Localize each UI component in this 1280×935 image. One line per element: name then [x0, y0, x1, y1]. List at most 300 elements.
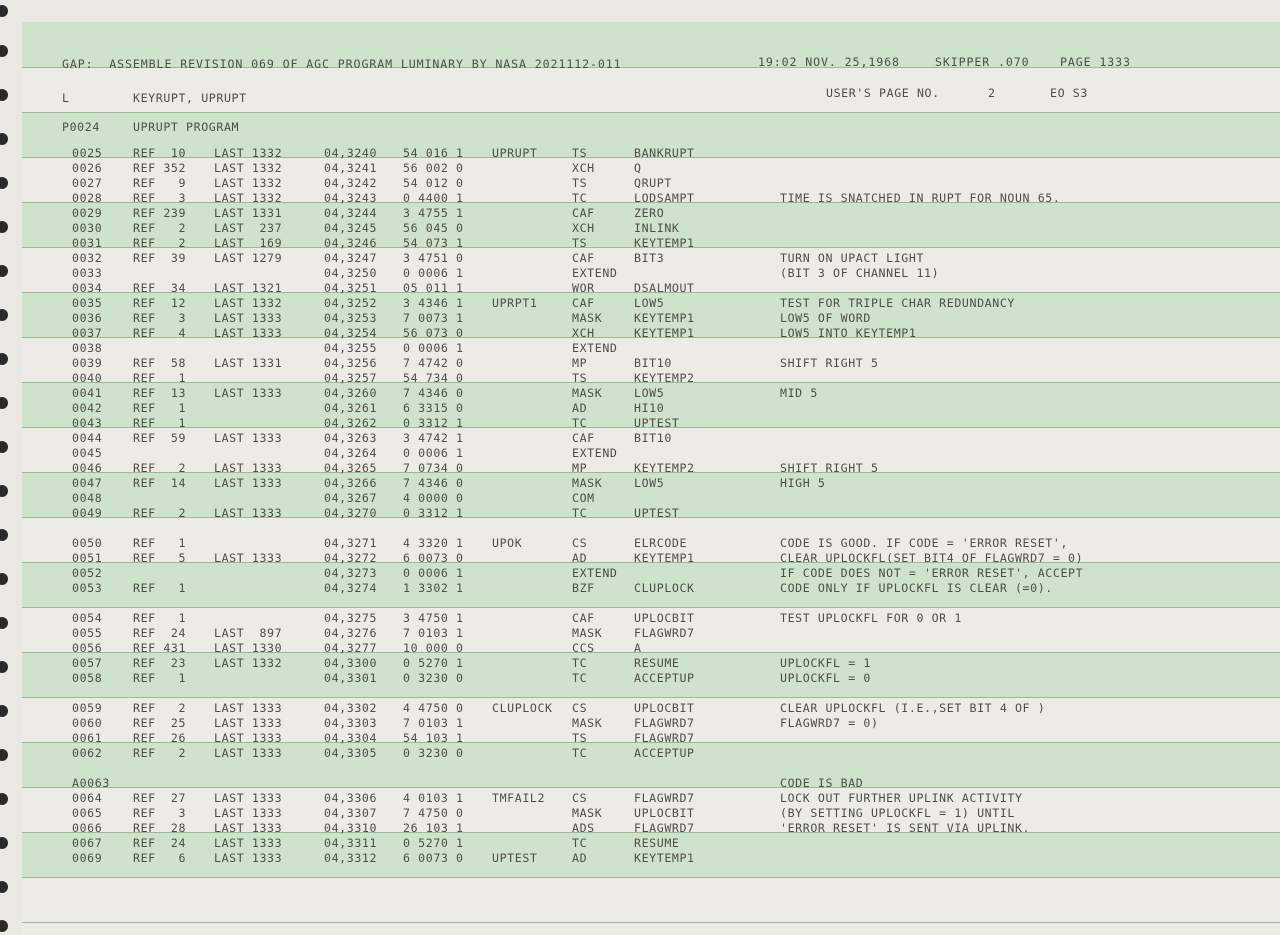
- line-number: 0062: [72, 746, 103, 760]
- symbol-label: UPRPT1: [492, 296, 538, 310]
- comment: (BY SETTING UPLOCKFL = 1) UNTIL: [780, 806, 1015, 820]
- comment: CODE IS GOOD. IF CODE = 'ERROR RESET',: [780, 536, 1069, 550]
- page-number: PAGE 1333: [1060, 55, 1131, 69]
- octal-code: 56 045 0: [403, 221, 464, 235]
- ref-count: REF 3: [133, 806, 187, 820]
- line-number: 0052: [72, 566, 103, 580]
- rule-line: [22, 922, 1280, 923]
- operand: BIT3: [634, 251, 665, 265]
- octal-code: 7 0073 1: [403, 311, 464, 325]
- opcode: TS: [572, 176, 588, 190]
- octal-code: 0 5270 1: [403, 656, 464, 670]
- operand: LOW5: [634, 296, 665, 310]
- feed-hole: [0, 265, 8, 277]
- address: 04,3247: [324, 251, 378, 265]
- address: 04,3264: [324, 446, 378, 460]
- ref-count: REF 2: [133, 221, 187, 235]
- octal-code: 3 4755 1: [403, 206, 464, 220]
- address: 04,3305: [324, 746, 378, 760]
- opcode: TC: [572, 746, 588, 760]
- feed-hole: [0, 529, 8, 541]
- operand: FLAGWRD7: [634, 791, 695, 805]
- octal-code: 7 0734 0: [403, 461, 464, 475]
- operand: QRUPT: [634, 176, 672, 190]
- symbol-label: TMFAIL2: [492, 791, 546, 805]
- address: 04,3310: [324, 821, 378, 835]
- operand: KEYTEMP1: [634, 851, 695, 865]
- last-page: LAST 1333: [214, 821, 283, 835]
- ref-count: REF 6: [133, 851, 187, 865]
- operand: UPLOCBIT: [634, 611, 695, 625]
- feed-hole: [0, 353, 8, 365]
- opcode: AD: [572, 551, 588, 565]
- octal-code: 56 002 0: [403, 161, 464, 175]
- last-page: LAST 1333: [214, 851, 283, 865]
- symbol-label: UPRUPT: [492, 146, 538, 160]
- line-number: 0048: [72, 491, 103, 505]
- opcode: CCS: [572, 641, 595, 655]
- last-page: LAST 1333: [214, 476, 283, 490]
- line-number: 0047: [72, 476, 103, 490]
- address: 04,3243: [324, 191, 378, 205]
- line-number: 0038: [72, 341, 103, 355]
- address: 04,3300: [324, 656, 378, 670]
- feed-hole: [0, 837, 8, 849]
- opcode: XCH: [572, 161, 595, 175]
- line-number: 0061: [72, 731, 103, 745]
- ref-count: REF 13: [133, 386, 187, 400]
- address: 04,3271: [324, 536, 378, 550]
- address: 04,3303: [324, 716, 378, 730]
- octal-code: 0 0006 1: [403, 566, 464, 580]
- line-number: 0029: [72, 206, 103, 220]
- comment: TEST FOR TRIPLE CHAR REDUNDANCY: [780, 296, 1015, 310]
- octal-code: 0 3312 1: [403, 416, 464, 430]
- octal-code: 0 3230 0: [403, 746, 464, 760]
- address: 04,3276: [324, 626, 378, 640]
- operand: FLAGWRD7: [634, 716, 695, 730]
- last-page: LAST 1333: [214, 791, 283, 805]
- operand: LODSAMPT: [634, 191, 695, 205]
- comment: CODE ONLY IF UPLOCKFL IS CLEAR (=0).: [780, 581, 1053, 595]
- octal-code: 7 4750 0: [403, 806, 464, 820]
- comment: (BIT 3 OF CHANNEL 11): [780, 266, 940, 280]
- address: 04,3251: [324, 281, 378, 295]
- opcode: COM: [572, 491, 595, 505]
- line-number: 0037: [72, 326, 103, 340]
- line-number: 0067: [72, 836, 103, 850]
- operand: KEYTEMP1: [634, 326, 695, 340]
- comment: UPLOCKFL = 1: [780, 656, 871, 670]
- address: 04,3246: [324, 236, 378, 250]
- opcode: AD: [572, 401, 588, 415]
- opcode: EXTEND: [572, 266, 618, 280]
- symbol-label: CLUPLOCK: [492, 701, 553, 715]
- ref-count: REF 23: [133, 656, 187, 670]
- opcode: CS: [572, 701, 588, 715]
- opcode: TC: [572, 656, 588, 670]
- opcode: CAF: [572, 431, 595, 445]
- octal-code: 7 4346 0: [403, 476, 464, 490]
- octal-code: 7 4742 0: [403, 356, 464, 370]
- line-number: 0057: [72, 656, 103, 670]
- opcode: EXTEND: [572, 341, 618, 355]
- line-number: 0044: [72, 431, 103, 445]
- line-number: 0034: [72, 281, 103, 295]
- rule-line: [22, 652, 1280, 653]
- octal-code: 26 103 1: [403, 821, 464, 835]
- opcode: TS: [572, 146, 588, 160]
- comment: 'ERROR RESET' IS SENT VIA UPLINK.: [780, 821, 1031, 835]
- ref-count: REF 34: [133, 281, 187, 295]
- octal-code: 1 3302 1: [403, 581, 464, 595]
- last-page: LAST 1330: [214, 641, 283, 655]
- line-number: 0058: [72, 671, 103, 685]
- last-page: LAST 1333: [214, 731, 283, 745]
- comment: LOCK OUT FURTHER UPLINK ACTIVITY: [780, 791, 1023, 805]
- octal-code: 54 103 1: [403, 731, 464, 745]
- address: 04,3260: [324, 386, 378, 400]
- opcode: MP: [572, 356, 588, 370]
- last-page: LAST 1332: [214, 146, 283, 160]
- opcode: TC: [572, 191, 588, 205]
- address: 04,3250: [324, 266, 378, 280]
- line-number: 0035: [72, 296, 103, 310]
- ref-count: REF 1: [133, 611, 187, 625]
- ref-count: REF 4: [133, 326, 187, 340]
- operand: DSALMOUT: [634, 281, 695, 295]
- opcode: TS: [572, 371, 588, 385]
- operand: CLUPLOCK: [634, 581, 695, 595]
- program-name: UPRUPT PROGRAM: [133, 120, 240, 134]
- line-number: 0041: [72, 386, 103, 400]
- opcode: MP: [572, 461, 588, 475]
- last-page: LAST 1333: [214, 746, 283, 760]
- ref-count: REF 431: [133, 641, 187, 655]
- ref-count: REF 58: [133, 356, 187, 370]
- ref-count: REF 3: [133, 311, 187, 325]
- address: 04,3302: [324, 701, 378, 715]
- line-number: 0026: [72, 161, 103, 175]
- opcode: CS: [572, 536, 588, 550]
- comment: IF CODE DOES NOT = 'ERROR RESET', ACCEPT: [780, 566, 1084, 580]
- address: 04,3277: [324, 641, 378, 655]
- line-number: 0030: [72, 221, 103, 235]
- operand: UPLOCBIT: [634, 701, 695, 715]
- ref-count: REF 1: [133, 536, 187, 550]
- last-page: LAST 1333: [214, 311, 283, 325]
- last-page: LAST 1333: [214, 716, 283, 730]
- feed-hole: [0, 221, 8, 233]
- feed-hole: [0, 45, 8, 57]
- eo-code: EO S3: [1050, 86, 1088, 100]
- operand: ACCEPTUP: [634, 671, 695, 685]
- skipper-version: SKIPPER .070: [935, 55, 1030, 69]
- opcode: BZF: [572, 581, 595, 595]
- line-number: 0065: [72, 806, 103, 820]
- address: 04,3253: [324, 311, 378, 325]
- address: 04,3263: [324, 431, 378, 445]
- octal-code: 6 0073 0: [403, 551, 464, 565]
- line-number: 0051: [72, 551, 103, 565]
- address: 04,3261: [324, 401, 378, 415]
- address: 04,3240: [324, 146, 378, 160]
- comment: SHIFT RIGHT 5: [780, 461, 879, 475]
- ref-count: REF 24: [133, 626, 187, 640]
- operand: FLAGWRD7: [634, 731, 695, 745]
- operand: KEYTEMP1: [634, 236, 695, 250]
- opcode: MASK: [572, 806, 603, 820]
- opcode: AD: [572, 851, 588, 865]
- last-page: LAST 1332: [214, 176, 283, 190]
- octal-code: 56 073 0: [403, 326, 464, 340]
- ref-count: REF 26: [133, 731, 187, 745]
- line-number: 0056: [72, 641, 103, 655]
- address: 04,3270: [324, 506, 378, 520]
- line-number: 0053: [72, 581, 103, 595]
- octal-code: 3 4751 0: [403, 251, 464, 265]
- address: 04,3262: [324, 416, 378, 430]
- rule-line: [22, 112, 1280, 113]
- address: 04,3265: [324, 461, 378, 475]
- address: 04,3256: [324, 356, 378, 370]
- octal-code: 4 0103 1: [403, 791, 464, 805]
- ref-count: REF 39: [133, 251, 187, 265]
- operand: RESUME: [634, 836, 680, 850]
- octal-code: 0 5270 1: [403, 836, 464, 850]
- feed-hole: [0, 749, 8, 761]
- opcode: MASK: [572, 386, 603, 400]
- ref-count: REF 1: [133, 581, 187, 595]
- line-number: 0050: [72, 536, 103, 550]
- ref-count: REF 27: [133, 791, 187, 805]
- ref-count: REF 239: [133, 206, 187, 220]
- octal-code: 0 0006 1: [403, 266, 464, 280]
- address: 04,3272: [324, 551, 378, 565]
- opcode: XCH: [572, 221, 595, 235]
- operand: RESUME: [634, 656, 680, 670]
- octal-code: 54 073 1: [403, 236, 464, 250]
- feed-hole: [0, 89, 8, 101]
- operand: Q: [634, 161, 642, 175]
- listing-timestamp: 19:02 NOV. 25,1968: [758, 55, 900, 69]
- ref-count: REF 24: [133, 836, 187, 850]
- last-page: LAST 1333: [214, 701, 283, 715]
- feed-hole: [0, 309, 8, 321]
- last-page: LAST 237: [214, 221, 283, 235]
- operand: UPTEST: [634, 416, 680, 430]
- last-page: LAST 1279: [214, 251, 283, 265]
- last-page: LAST 1333: [214, 431, 283, 445]
- address: 04,3312: [324, 851, 378, 865]
- operand: FLAGWRD7: [634, 626, 695, 640]
- feed-hole: [0, 793, 8, 805]
- last-page: LAST 1332: [214, 191, 283, 205]
- operand: A: [634, 641, 642, 655]
- ref-count: REF 25: [133, 716, 187, 730]
- address: 04,3267: [324, 491, 378, 505]
- last-page: LAST 1331: [214, 206, 283, 220]
- operand: HI10: [634, 401, 665, 415]
- comment: FLAGWRD7 = 0): [780, 716, 879, 730]
- feed-hole: [0, 661, 8, 673]
- symbol-label: UPOK: [492, 536, 523, 550]
- operand: ACCEPTUP: [634, 746, 695, 760]
- operand: ZERO: [634, 206, 665, 220]
- opcode: CAF: [572, 251, 595, 265]
- operand: KEYTEMP2: [634, 461, 695, 475]
- tractor-feed-holes: [0, 0, 14, 935]
- listing-title: GAP: ASSEMBLE REVISION 069 OF AGC PROGRAM LUMINARY BY NASA 2021112-011: [62, 57, 622, 71]
- address: 04,3266: [324, 476, 378, 490]
- comment: UPLOCKFL = 0: [780, 671, 871, 685]
- feed-hole: [0, 5, 8, 17]
- operand: BIT10: [634, 431, 672, 445]
- address: 04,3301: [324, 671, 378, 685]
- ref-count: REF 2: [133, 236, 187, 250]
- line-number: 0054: [72, 611, 103, 625]
- comment: LOW5 INTO KEYTEMP1: [780, 326, 917, 340]
- last-page: LAST 1332: [214, 296, 283, 310]
- section-title: KEYRUPT, UPRUPT: [133, 91, 247, 105]
- line-number: 0031: [72, 236, 103, 250]
- rule-line: [22, 787, 1280, 788]
- rule-line: [22, 607, 1280, 608]
- opcode: WOR: [572, 281, 595, 295]
- octal-code: 7 0103 1: [403, 626, 464, 640]
- operand: UPTEST: [634, 506, 680, 520]
- octal-code: 3 4750 1: [403, 611, 464, 625]
- line-number: 0069: [72, 851, 103, 865]
- ref-count: REF 59: [133, 431, 187, 445]
- ref-count: REF 9: [133, 176, 187, 190]
- opcode: MASK: [572, 311, 603, 325]
- opcode: MASK: [572, 626, 603, 640]
- feed-hole: [0, 617, 8, 629]
- feed-hole: [0, 573, 8, 585]
- opcode: CAF: [572, 611, 595, 625]
- comment: TURN ON UPACT LIGHT: [780, 251, 925, 265]
- last-page: LAST 1333: [214, 461, 283, 475]
- line-number: 0043: [72, 416, 103, 430]
- address: 04,3254: [324, 326, 378, 340]
- line-number: 0060: [72, 716, 103, 730]
- last-page: LAST 1321: [214, 281, 283, 295]
- feed-hole: [0, 397, 8, 409]
- line-number: 0033: [72, 266, 103, 280]
- address: 04,3242: [324, 176, 378, 190]
- feed-hole: [0, 133, 8, 145]
- users-page-number: 2: [988, 86, 996, 100]
- line-number: 0028: [72, 191, 103, 205]
- last-page: LAST 169: [214, 236, 283, 250]
- ref-count: REF 28: [133, 821, 187, 835]
- line-number: 0032: [72, 251, 103, 265]
- octal-code: 0 4400 1: [403, 191, 464, 205]
- line-number: 0066: [72, 821, 103, 835]
- comment: MID 5: [780, 386, 818, 400]
- octal-code: 4 3320 1: [403, 536, 464, 550]
- line-number: A0063: [72, 776, 110, 790]
- opcode: CAF: [572, 296, 595, 310]
- comment: HIGH 5: [780, 476, 826, 490]
- rule-line: [22, 697, 1280, 698]
- operand: BIT10: [634, 356, 672, 370]
- ref-count: REF 2: [133, 701, 187, 715]
- operand: KEYTEMP1: [634, 311, 695, 325]
- octal-code: 6 3315 0: [403, 401, 464, 415]
- opcode: CAF: [572, 206, 595, 220]
- comment: CLEAR UPLOCKFL(SET BIT4 OF FLAGWRD7 = 0): [780, 551, 1084, 565]
- last-page: LAST 1332: [214, 656, 283, 670]
- octal-code: 7 4346 0: [403, 386, 464, 400]
- opcode: TC: [572, 836, 588, 850]
- ref-count: REF 1: [133, 371, 187, 385]
- program-id: P0024: [62, 120, 100, 134]
- address: 04,3257: [324, 371, 378, 385]
- octal-code: 54 012 0: [403, 176, 464, 190]
- line-number: 0045: [72, 446, 103, 460]
- ref-count: REF 2: [133, 746, 187, 760]
- feed-hole: [0, 705, 8, 717]
- opcode: EXTEND: [572, 446, 618, 460]
- ref-count: REF 14: [133, 476, 187, 490]
- line-number: 0046: [72, 461, 103, 475]
- ref-count: REF 12: [133, 296, 187, 310]
- address: 04,3307: [324, 806, 378, 820]
- line-number: 0025: [72, 146, 103, 160]
- comment: CODE IS BAD: [780, 776, 864, 790]
- octal-code: 7 0103 1: [403, 716, 464, 730]
- operand: LOW5: [634, 386, 665, 400]
- octal-code: 6 0073 0: [403, 851, 464, 865]
- comment: TEST UPLOCKFL FOR 0 OR 1: [780, 611, 962, 625]
- feed-hole: [0, 485, 8, 497]
- ref-count: REF 1: [133, 671, 187, 685]
- last-page: LAST 1333: [214, 506, 283, 520]
- address: 04,3245: [324, 221, 378, 235]
- line-number: 0042: [72, 401, 103, 415]
- operand: ELRCODE: [634, 536, 688, 550]
- symbol-label: UPTEST: [492, 851, 538, 865]
- opcode: TC: [572, 671, 588, 685]
- last-page: LAST 1333: [214, 386, 283, 400]
- line-number: 0064: [72, 791, 103, 805]
- users-page-label: USER'S PAGE NO.: [826, 86, 940, 100]
- comment: LOW5 OF WORD: [780, 311, 871, 325]
- ref-count: REF 10: [133, 146, 187, 160]
- octal-code: 3 4742 1: [403, 431, 464, 445]
- address: 04,3311: [324, 836, 378, 850]
- ref-count: REF 352: [133, 161, 187, 175]
- feed-hole: [0, 920, 8, 932]
- ref-count: REF 2: [133, 461, 187, 475]
- operand: BANKRUPT: [634, 146, 695, 160]
- opcode: XCH: [572, 326, 595, 340]
- octal-code: 05 011 1: [403, 281, 464, 295]
- octal-code: 4 4750 0: [403, 701, 464, 715]
- address: 04,3275: [324, 611, 378, 625]
- last-page: LAST 1333: [214, 806, 283, 820]
- operand: KEYTEMP2: [634, 371, 695, 385]
- address: 04,3255: [324, 341, 378, 355]
- ref-count: REF 1: [133, 401, 187, 415]
- octal-code: 54 734 0: [403, 371, 464, 385]
- line-number: 0036: [72, 311, 103, 325]
- octal-code: 10 000 0: [403, 641, 464, 655]
- line-number: 0059: [72, 701, 103, 715]
- feed-hole: [0, 441, 8, 453]
